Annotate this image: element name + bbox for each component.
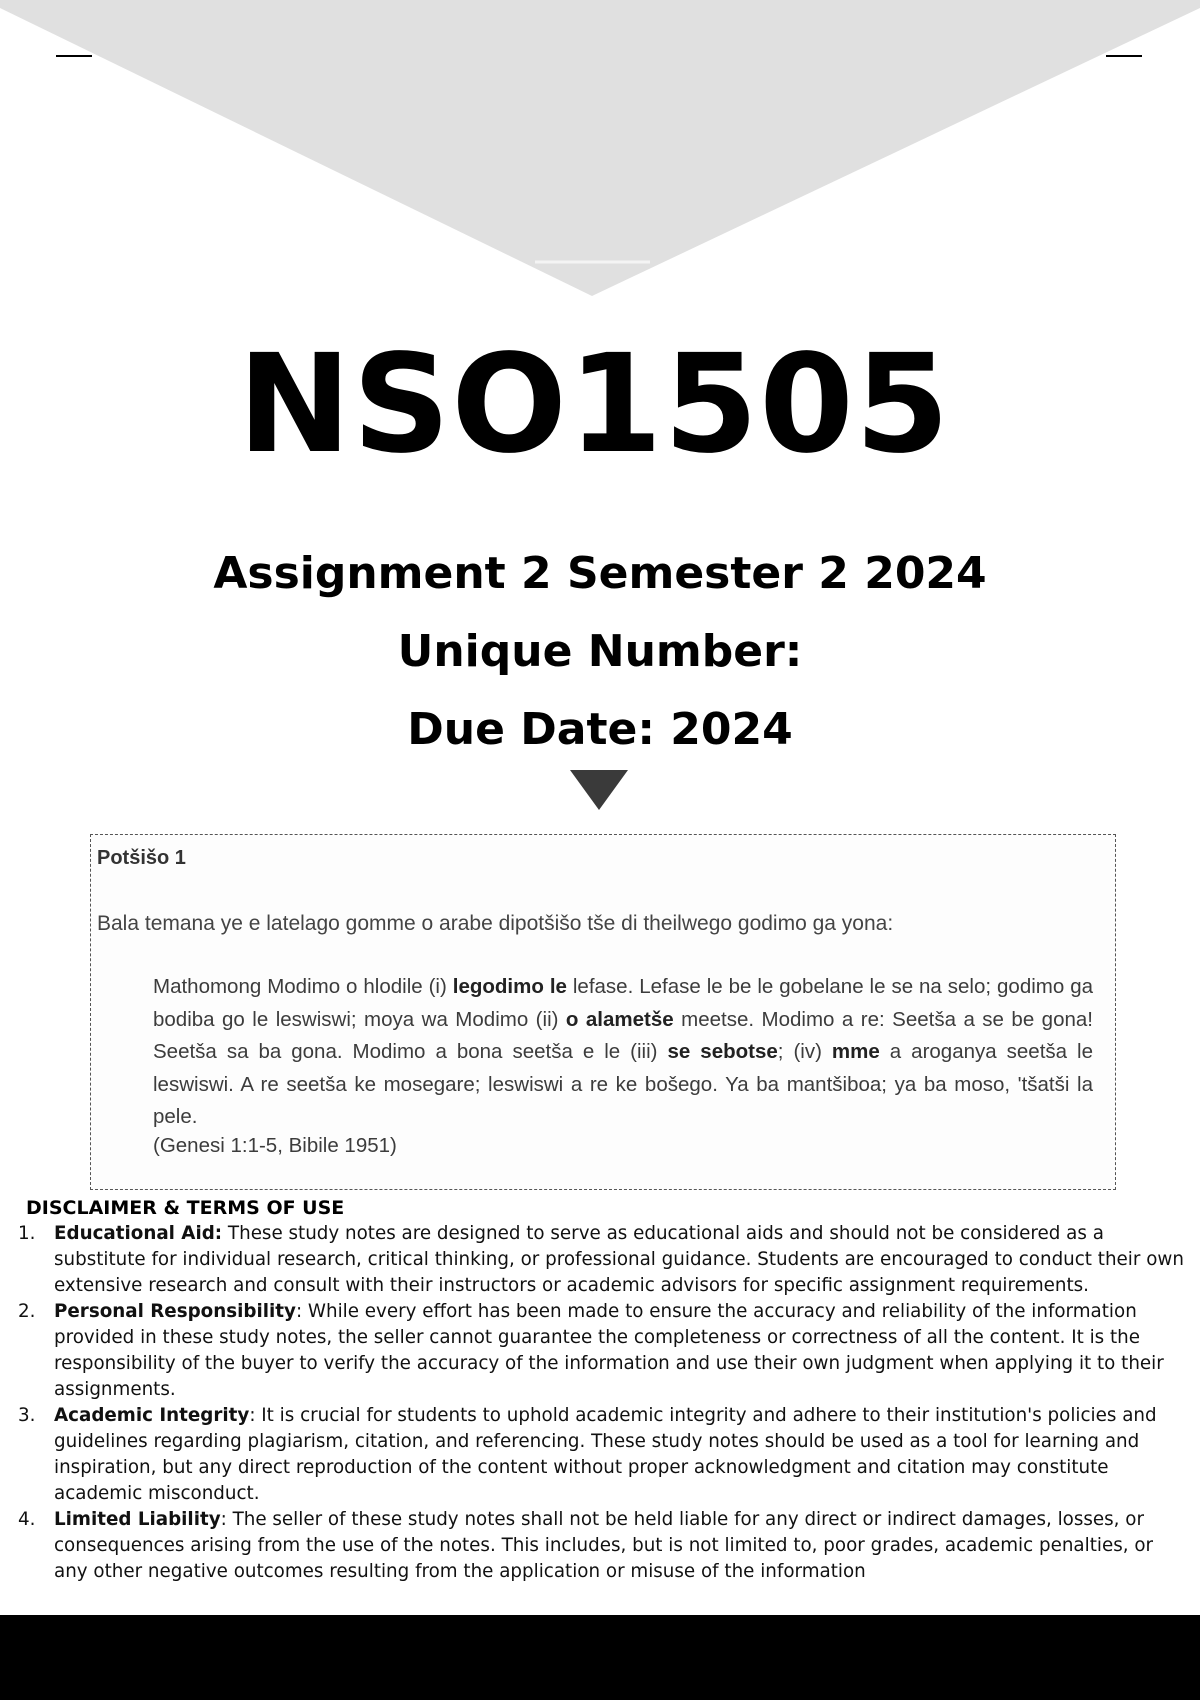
bottom-black-bar xyxy=(0,1615,1200,1700)
down-arrow-icon xyxy=(570,770,628,810)
due-date-label: Due Date: 2024 xyxy=(407,704,793,755)
passage-bold-term: legodimo le xyxy=(452,975,567,998)
unique-number-label: Unique Number: xyxy=(397,626,803,677)
passage-text: ; (iv) xyxy=(777,1040,832,1063)
item-text: These study notes are designed to serve as educational aids and should not be considered as a substitute for individual research, critical thinking, or professional guidance. Students are encouraged to conduct their own extensive research and consult with their instructors or academic advisors for specific assignment requirements. xyxy=(54,1223,1184,1296)
passage-bold-term: mme xyxy=(831,1040,880,1063)
passage-citation: (Genesi 1:1-5, Bibile 1951) xyxy=(153,1134,397,1157)
disclaimer-item xyxy=(0,1403,1200,1507)
item-number: 2. xyxy=(18,1301,36,1322)
passage-bold-term: o alametše xyxy=(565,1007,674,1031)
item-number: 4. xyxy=(18,1509,36,1530)
left-edge-rule xyxy=(56,55,92,57)
item-number: 1. xyxy=(18,1223,36,1244)
right-edge-rule xyxy=(1106,55,1142,57)
course-code-title: NSO1505 xyxy=(237,326,951,484)
item-text: : The seller of these study notes shall not be held liable for any direct or indirect damages, losses, or consequences arising from the use of the notes. This includes, but is not limited to, poor grades, academic penalties, or any other negative outcomes resulting from the application or misuse of the information xyxy=(54,1509,1154,1582)
item-text: : While every effort has been made to ensure the accuracy and reliability of the information provided in these study notes, the seller cannot guarantee the completeness or correctness of all the content. It is the responsibility of the buyer to verify the accuracy of the information and use their own judgment when applying it to their assignments. xyxy=(54,1301,1164,1400)
disclaimer-item xyxy=(0,1299,1200,1403)
question-excerpt-box xyxy=(90,834,1116,1190)
disclaimer-item xyxy=(0,1507,1200,1585)
question-title: Potšišo 1 xyxy=(97,847,186,869)
item-title: Educational Aid: xyxy=(54,1223,223,1244)
item-title: Personal Responsibility xyxy=(54,1301,296,1322)
item-number: 3. xyxy=(18,1405,36,1426)
passage-text: a aroganya seetša le leswiswi. A re seetša ke mosegare; leswiswi a re ke bošego. Ya ba mantšiboa; ya ba moso, 'tšatši la pele. xyxy=(153,1040,1093,1128)
item-title: Limited Liability xyxy=(54,1509,221,1530)
passage-text: lefase. Lefase le be le gobelane le se na selo; godimo ga bodiba go le leswiswi; moya wa Modimo (ii) xyxy=(153,975,1094,1031)
assignment-subtitle: Assignment 2 Semester 2 2024 xyxy=(213,548,987,599)
header-chevron-banner xyxy=(0,0,1200,300)
passage-text: meetse. Modimo a re: Seetša a se be gona! Seetša sa ba gona. Modimo a bona seetša e le (iii) xyxy=(153,1007,1093,1063)
item-text: : It is crucial for students to uphold academic integrity and adhere to their institution's policies and guidelines regarding plagiarism, citation, and referencing. These study notes should be used as a tool for learning and inspiration, but any direct reproduction of the content without proper acknowledgment and citation may constitute academic misconduct. xyxy=(54,1405,1157,1504)
disclaimer-item xyxy=(0,1221,1200,1299)
passage-text: Mathomong Modimo o hlodile (i) xyxy=(153,975,453,998)
scripture-passage xyxy=(153,971,1093,1134)
passage-bold-term: se sebotse xyxy=(667,1040,778,1063)
item-title: Academic Integrity xyxy=(54,1405,250,1426)
disclaimer-list xyxy=(0,1221,1200,1585)
banner-chevron-shape xyxy=(0,0,1200,296)
question-instruction: Bala temana ye e latelago gomme o arabe dipotšišo tše di theilwego godimo ga yona: xyxy=(97,912,894,935)
disclaimer-heading: DISCLAIMER & TERMS OF USE xyxy=(26,1197,345,1219)
